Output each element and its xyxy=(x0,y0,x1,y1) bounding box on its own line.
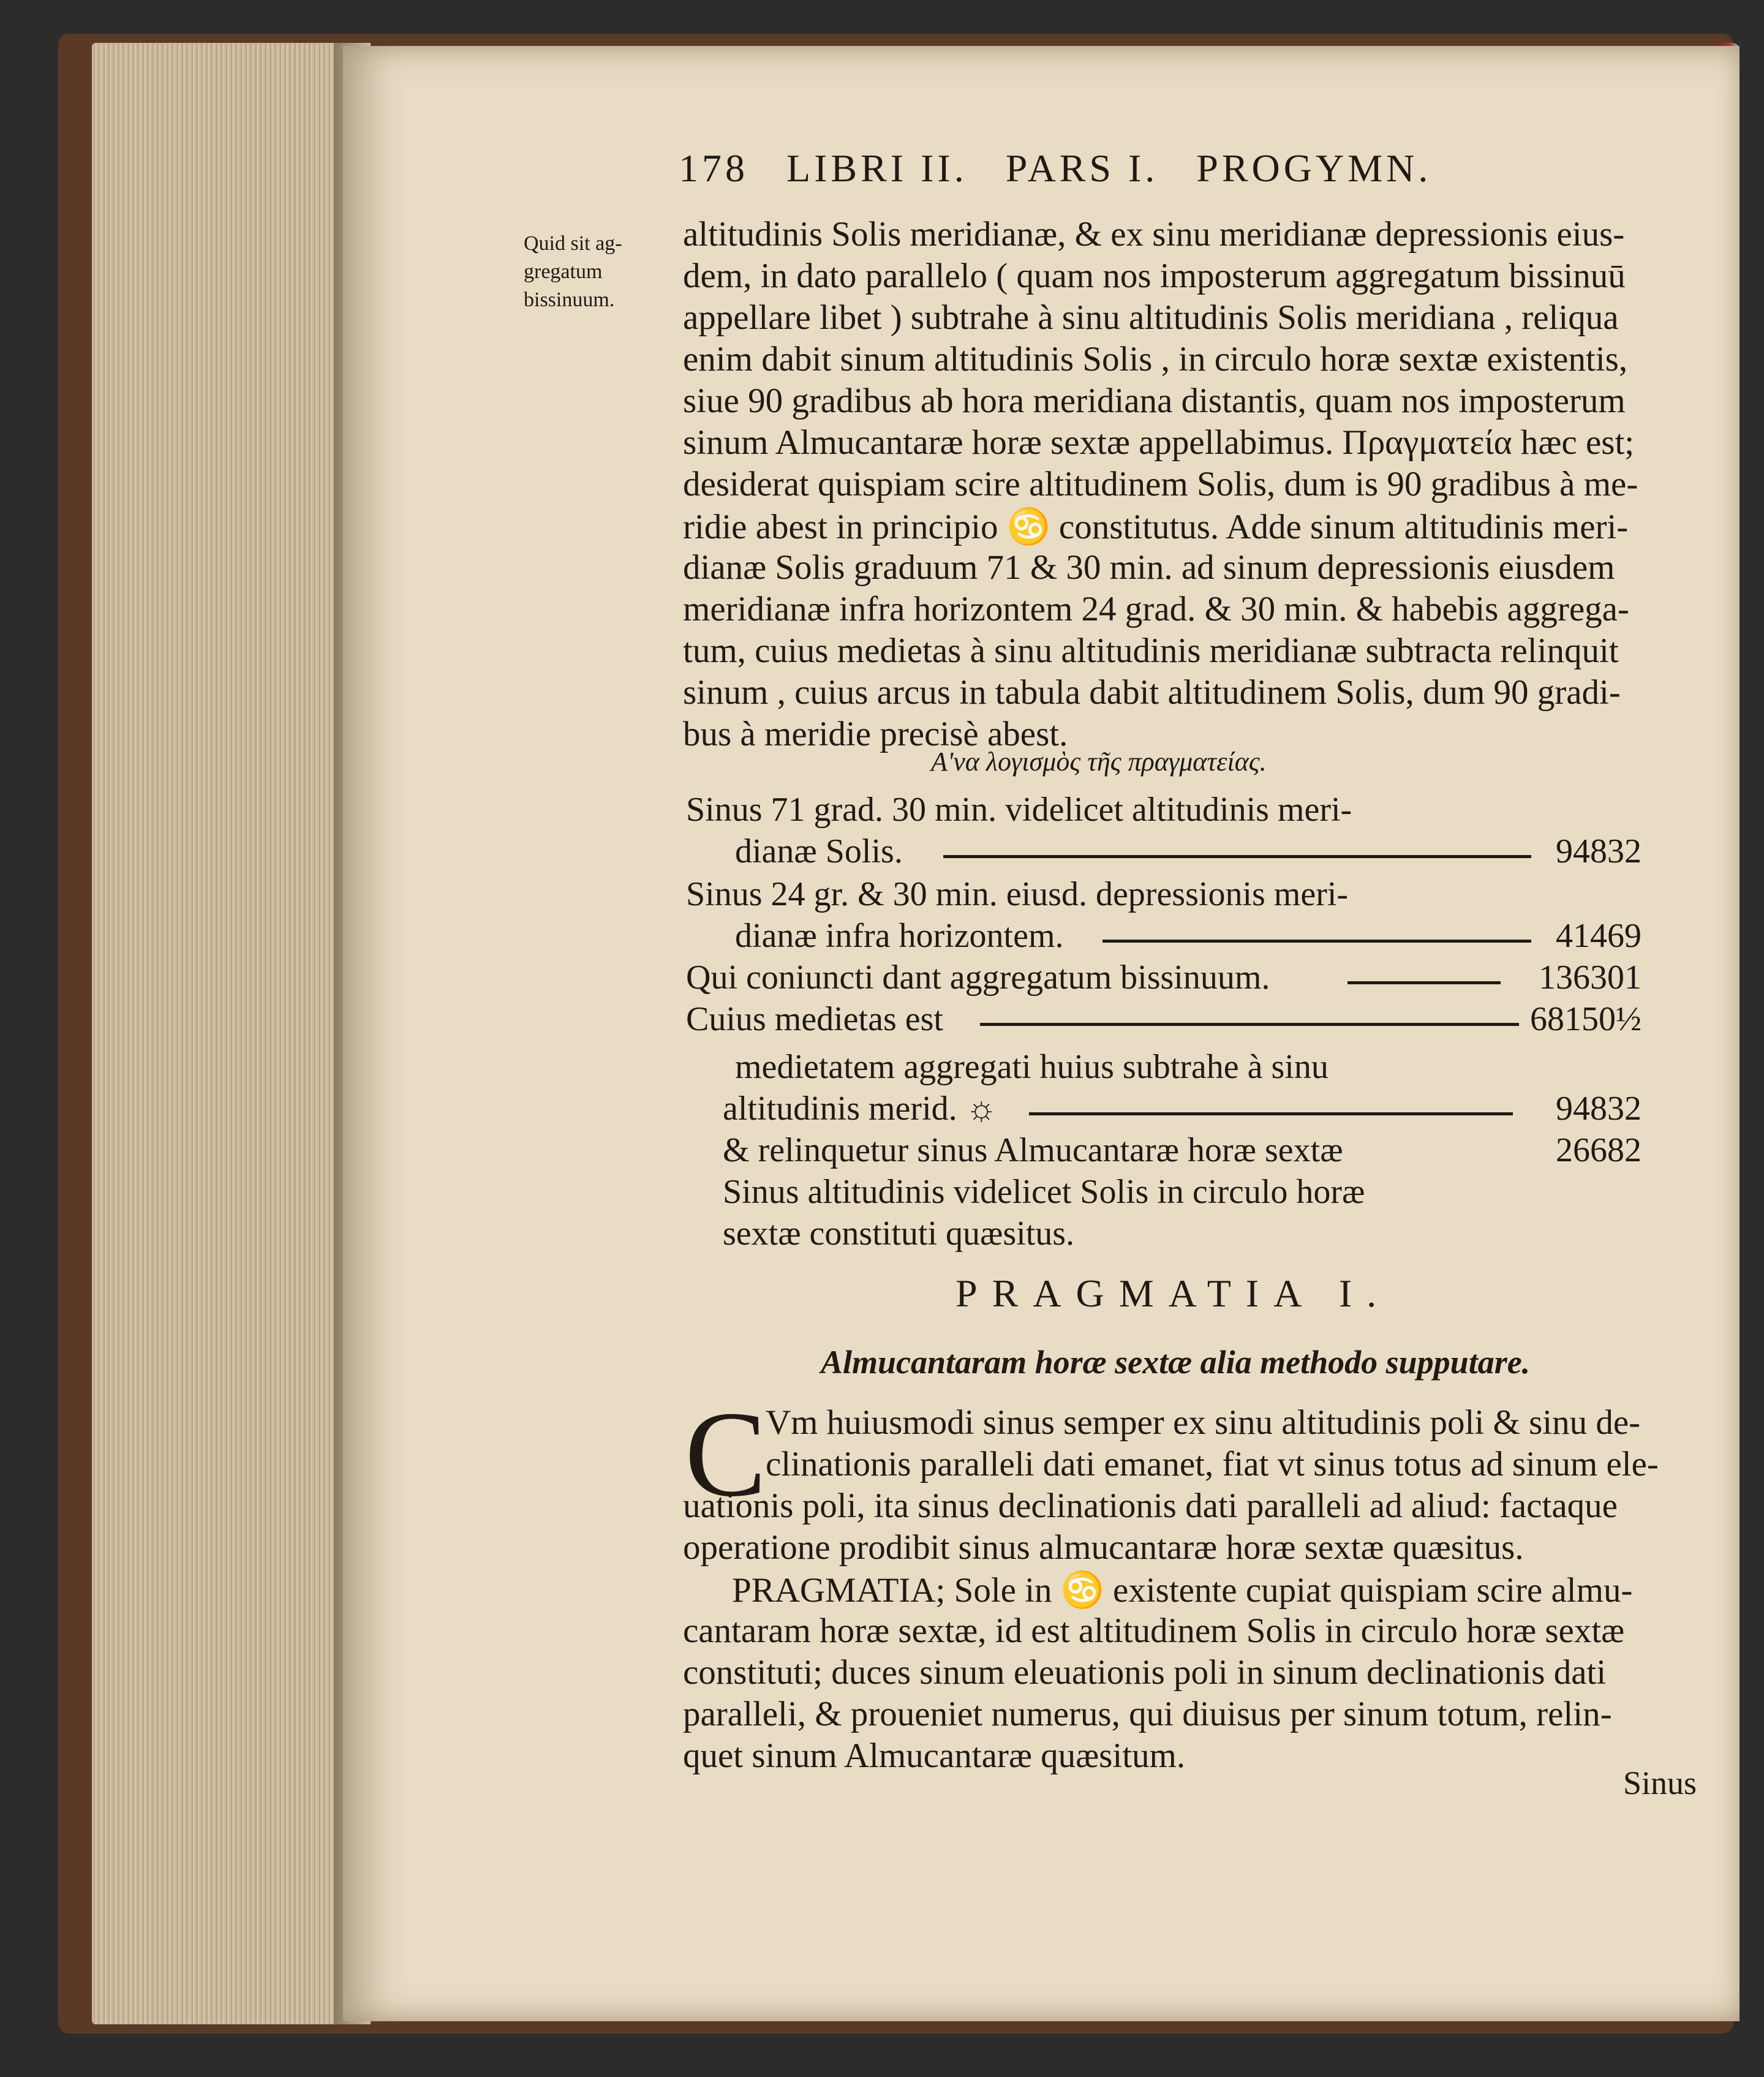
paragraph-line: sinum Almucantaræ horæ sextæ appellabimus. Πραγματεία hæc est; xyxy=(683,423,1635,462)
page-number: 178 xyxy=(679,146,748,190)
header-part: PARS I. xyxy=(1005,146,1159,190)
calc-row xyxy=(686,790,1642,833)
paragraph-line: desiderat quispiam scire altitudinem Solis, dum is 90 gradibus à me- xyxy=(683,465,1638,503)
calc-row xyxy=(686,1000,1642,1042)
drop-cap: C xyxy=(685,1387,767,1522)
paragraph-line: ridie abest in principio ♋ constitutus. Adde sinum altitudinis meri- xyxy=(683,508,1629,546)
leader-line xyxy=(1029,1112,1513,1115)
paragraph-line: bus à meridie precisè abest. xyxy=(683,715,1068,753)
leader-line xyxy=(1348,981,1501,984)
greek-heading: Α'να λογισμὸς τῆς πραγματείας. xyxy=(931,747,1267,777)
paragraph-line: dem, in dato parallelo ( quam nos imposterum aggregatum bissinuū xyxy=(683,257,1626,295)
calc-label: Cuius medietas est xyxy=(686,1000,943,1038)
paragraph-line: Vm huiusmodi sinus semper ex sinu altitudinis poli & sinu de- xyxy=(766,1403,1641,1442)
calc-value: 68150½ xyxy=(1530,1000,1642,1038)
calc-row xyxy=(686,1214,1642,1257)
margin-note-line: gregatum xyxy=(524,260,603,283)
calc-value: 136301 xyxy=(1539,959,1642,997)
paragraph-line: altitudinis Solis meridianæ, & ex sinu meridianæ depressionis eius- xyxy=(683,215,1625,254)
calc-label: Qui coniuncti dant aggregatum bissinuum. xyxy=(686,959,1270,997)
calc-row xyxy=(686,832,1642,875)
paragraph-line: cantaram horæ sextæ, id est altitudinem Solis in circulo horæ sextæ xyxy=(683,1611,1625,1650)
paragraph-line: sinum , cuius arcus in tabula dabit altitudinem Solis, dum 90 gradi- xyxy=(683,673,1621,712)
section-title: PRAGMATIA I. xyxy=(956,1272,1392,1315)
leader-line xyxy=(980,1023,1519,1026)
margin-note-line: Quid sit ag- xyxy=(524,232,622,255)
calc-value: 94832 xyxy=(1556,1090,1642,1128)
paragraph-line: uationis poli, ita sinus declinationis dati paralleli ad aliud: factaque xyxy=(683,1487,1618,1525)
paragraph-line: constituti; duces sinum eleuationis poli in sinum declinationis dati xyxy=(683,1653,1607,1692)
calc-label: Sinus altitudinis videlicet Solis in circulo horæ xyxy=(723,1173,1365,1211)
section-subtitle: Almucantaram horæ sextæ alia methodo supputare. xyxy=(821,1344,1531,1381)
margin-note xyxy=(524,230,622,314)
paragraph-line: tum, cuius medietas à sinu altitudinis meridianæ subtracta relinquit xyxy=(683,631,1619,670)
header-section: PROGYMN. xyxy=(1196,146,1432,190)
leader-line xyxy=(1102,940,1531,943)
leader-line xyxy=(943,855,1531,858)
calc-row xyxy=(686,1089,1642,1132)
paragraph-line: appellare libet ) subtrahe à sinu altitudinis Solis meridiana , reliqua xyxy=(683,298,1619,337)
calc-row xyxy=(686,1047,1642,1090)
calc-label: Sinus 24 gr. & 30 min. eiusd. depressionis meri- xyxy=(686,875,1349,913)
calc-label: sextæ constituti quæsitus. xyxy=(723,1215,1075,1253)
paragraph-line: dianæ Solis graduum 71 & 30 min. ad sinum depressionis eiusdem xyxy=(683,548,1615,587)
calc-row xyxy=(686,916,1642,959)
running-header xyxy=(679,146,1456,191)
paragraph-line: enim dabit sinum altitudinis Solis , in circulo horæ sextæ existentis, xyxy=(683,340,1628,379)
paragraph-line: clinationis paralleli dati emanet, fiat vt sinus totus ad sinum ele- xyxy=(766,1445,1659,1483)
paragraph-line: PRAGMATIA; Sole in ♋ existente cupiat quispiam scire almu- xyxy=(732,1571,1633,1610)
header-book: LIBRI II. xyxy=(786,146,968,190)
calc-value: 41469 xyxy=(1556,917,1642,955)
margin-note-line: bissinuum. xyxy=(524,288,615,311)
calc-label: altitudinis merid. ☼ xyxy=(723,1090,997,1128)
catchword: Sinus xyxy=(1623,1765,1697,1801)
paragraph-line: quet sinum Almucantaræ quæsitum. xyxy=(683,1736,1186,1775)
calc-value: 26682 xyxy=(1556,1131,1642,1169)
calc-row xyxy=(686,1131,1642,1174)
paragraph-line: paralleli, & proueniet numerus, qui diuisus per sinum totum, relin- xyxy=(683,1695,1612,1733)
calc-row xyxy=(686,1172,1642,1215)
calc-row xyxy=(686,875,1642,918)
calc-row xyxy=(686,958,1642,1001)
calc-label: dianæ Solis. xyxy=(735,832,903,870)
paragraph-line: siue 90 gradibus ab hora meridiana distantis, quam nos imposterum xyxy=(683,382,1626,420)
calc-label: medietatem aggregati huius subtrahe à sinu xyxy=(735,1048,1329,1086)
calc-value: 94832 xyxy=(1556,832,1642,870)
calc-label: & relinquetur sinus Almucantaræ horæ sextæ xyxy=(723,1131,1343,1169)
calc-label: dianæ infra horizontem. xyxy=(735,917,1064,955)
calc-label: Sinus 71 grad. 30 min. videlicet altitudinis meri- xyxy=(686,791,1352,829)
paragraph-line: meridianæ infra horizontem 24 grad. & 30 min. & habebis aggrega- xyxy=(683,590,1629,628)
page-edges xyxy=(92,43,349,2024)
paragraph-line: operatione prodibit sinus almucantaræ horæ sextæ quæsitus. xyxy=(683,1528,1524,1567)
